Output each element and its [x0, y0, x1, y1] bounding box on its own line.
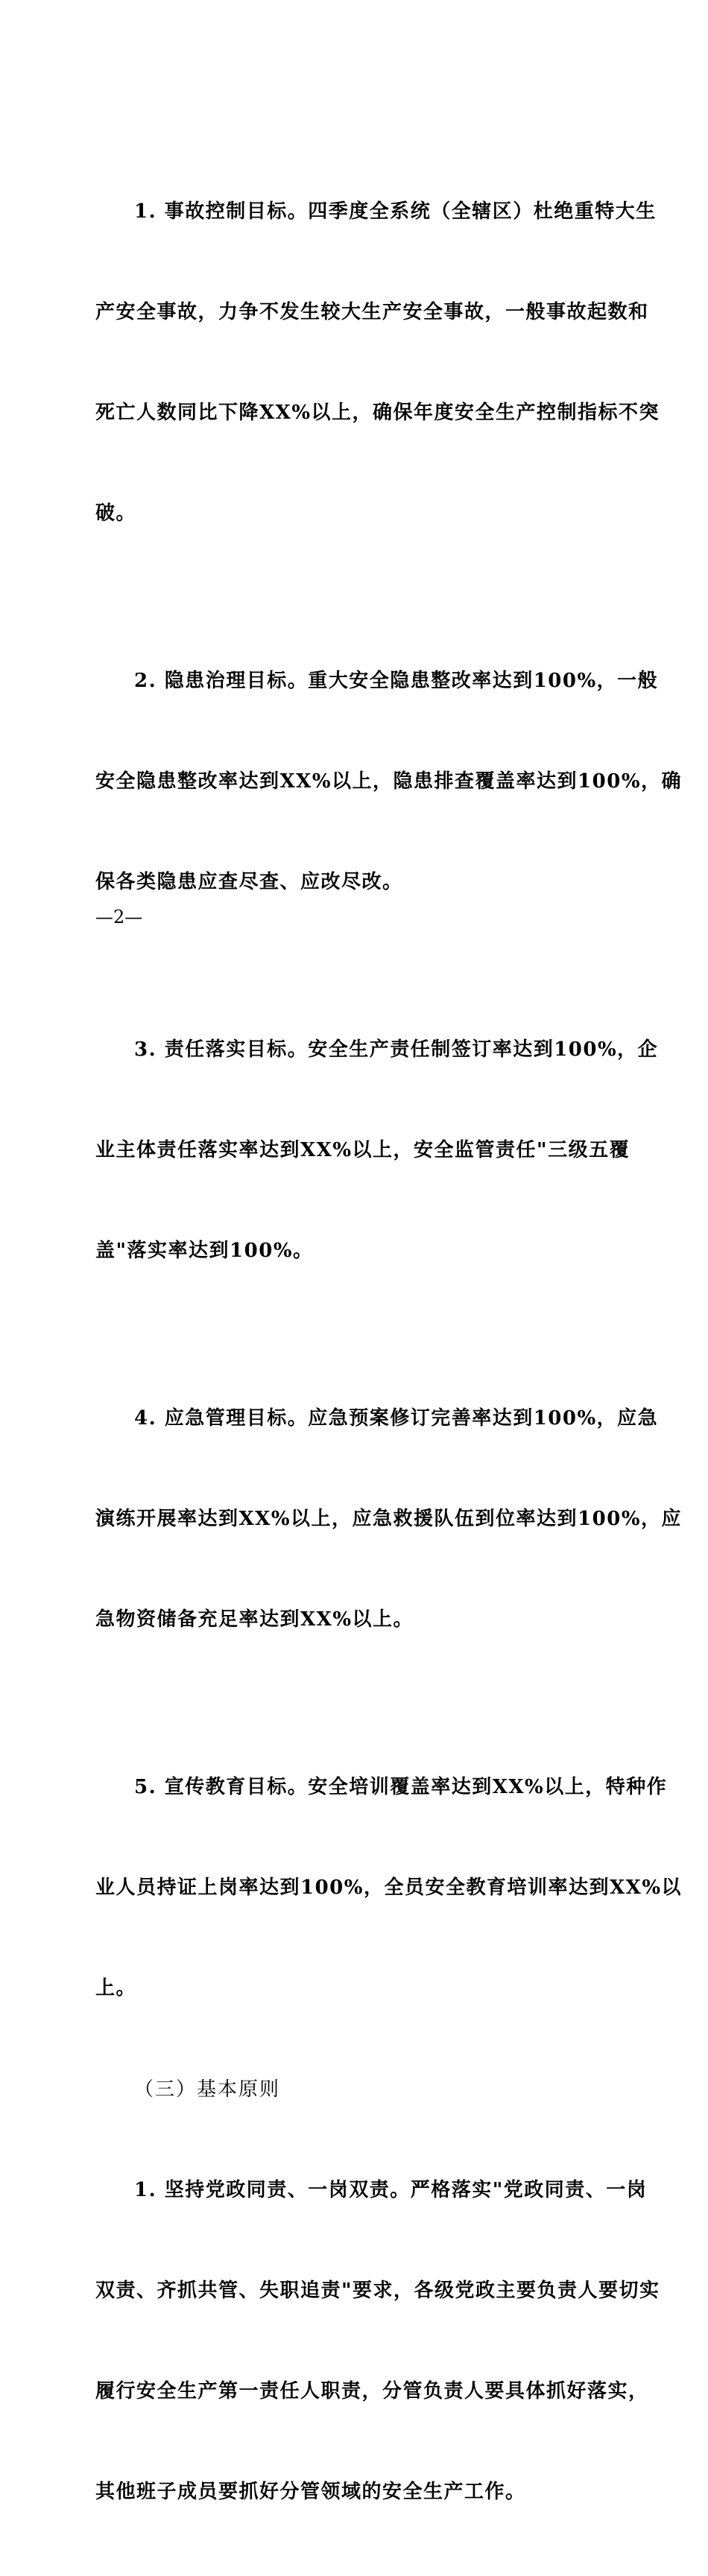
text-line: 1. 坚持党政同责、一岗双责。严格落实"党政同责、一岗 [134, 2179, 648, 2201]
page-number: —2— [95, 907, 143, 927]
principle-paragraph [95, 2107, 660, 2576]
text-line: 3. 责任落实目标。安全生产责任制签订率达到100%，企 [134, 1038, 659, 1061]
text-line: 盖"落实率达到100%。 [95, 1240, 314, 1262]
text-line: 破。 [95, 502, 137, 524]
text-line: 1. 事故控制目标。四季度全系统（全辖区）杜绝重特大生 [134, 200, 657, 223]
goal-paragraph-responsibility [95, 966, 659, 1335]
text-line: 履行安全生产第一责任人职责，分管负责人要具体抓好落实， [95, 2380, 649, 2402]
text-line: 死亡人数同比下降XX%以上，确保年度安全生产控制指标不突 [95, 402, 660, 424]
text-line: 上。 [95, 1977, 137, 1999]
text-line: 业主体责任落实率达到XX%以上，安全监管责任"三级五覆 [95, 1139, 630, 1161]
document-body [95, 128, 683, 2576]
text-line: 2. 隐患治理目标。重大安全隐患整改率达到100%，一般 [134, 670, 659, 692]
text-line: 保各类隐患应查尽查、应改尽改。 [95, 871, 403, 893]
text-line: 双责、齐抓共管、失职追责"要求，各级党政主要负责人要切实 [95, 2280, 660, 2302]
goal-paragraph-accident-control [95, 128, 660, 597]
text-line: 其他班子成员要抓好分管领域的安全生产工作。 [95, 2481, 526, 2503]
text-line: 4. 应急管理目标。应急预案修订完善率达到100%，应急 [134, 1407, 659, 1430]
text-line: 急物资储备充足率达到XX%以上。 [95, 1608, 414, 1631]
text-line: 安全隐患整改率达到XX%以上，隐患排查覆盖率达到100%，确 [95, 770, 683, 793]
section-heading: （三）基本原则 [134, 2078, 281, 2101]
goal-paragraph-education [95, 1704, 683, 2072]
text-line: 产安全事故，力争不发生较大生产安全事故，一般事故起数和 [95, 301, 649, 323]
text-line: 业人员持证上岗率达到100%，全员安全教育培训率达到XX%以 [95, 1877, 683, 1899]
goal-paragraph-hazard-governance [95, 597, 683, 966]
text-line: 演练开展率达到XX%以上，应急救援队伍到位率达到100%，应 [95, 1508, 683, 1530]
text-line: 5. 宣传教育目标。安全培训覆盖率达到XX%以上，特种作 [134, 1776, 668, 1798]
goal-paragraph-emergency [95, 1335, 683, 1704]
